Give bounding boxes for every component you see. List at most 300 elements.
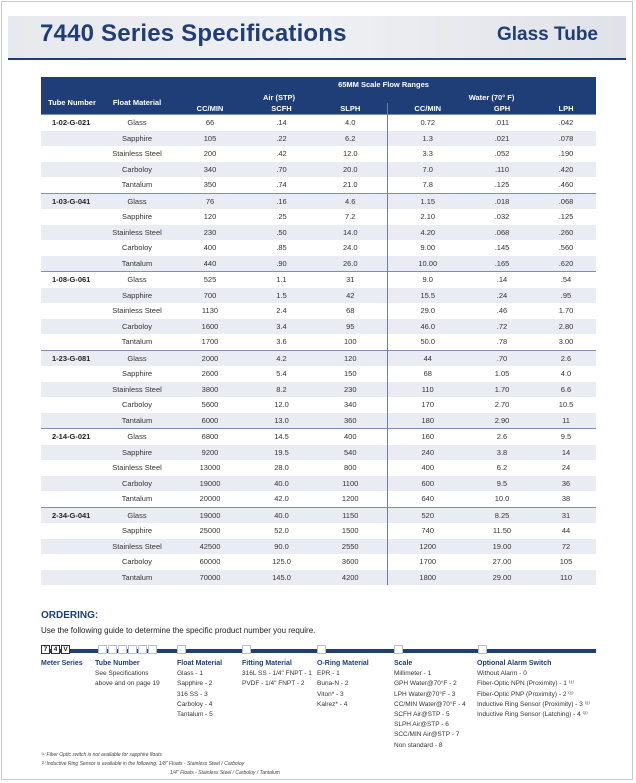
ordering-item: Viton* - 3	[317, 690, 344, 698]
water-gph-cell: 6.2	[496, 463, 508, 473]
float-material-cell: Carboloy	[121, 243, 152, 253]
float-material-cell: Stainless Steel	[112, 149, 162, 159]
water-ccmin-cell: 2.10	[420, 212, 436, 222]
air-ccmin-cell: 6800	[171, 429, 249, 445]
code-box-tube-2	[108, 645, 117, 654]
water-ccmin-cell: 9.00	[420, 243, 436, 253]
table-row	[41, 193, 596, 209]
float-material-cell: Tantalum	[103, 256, 171, 272]
table-row	[41, 240, 596, 256]
air-slph-cell: 120	[314, 350, 387, 366]
air-ccmin-cell: 1600	[171, 319, 249, 335]
float-material-cell: Tantalum	[121, 494, 153, 504]
water-ccmin-cell: 4.20	[387, 225, 468, 241]
float-material-cell: Carboloy	[103, 319, 171, 335]
tube-number-cell	[41, 256, 103, 272]
air-scfh-cell: 40.0	[249, 476, 314, 492]
water-ccmin-cell: 29.0	[420, 306, 436, 316]
ordering-item: Buna-N - 2	[317, 680, 349, 688]
tube-number-cell	[41, 303, 103, 319]
air-slph-cell: 42	[314, 288, 387, 304]
water-ccmin-cell: 68	[423, 369, 432, 379]
tube-number-cell	[41, 539, 103, 555]
float-material-cell: Tantalum	[103, 570, 171, 586]
air-slph-cell: 1100	[314, 476, 387, 492]
air-slph-cell: 6.2	[314, 131, 387, 147]
air-header: Air (STP)	[171, 91, 387, 103]
water-ccmin-cell: 44	[387, 350, 468, 366]
ordering-item: See Specifications	[95, 670, 149, 678]
product-code-bar	[41, 645, 596, 655]
tube-number-cell: 2-14-G-021	[41, 429, 103, 445]
page-title: 7440 Series Specifications	[40, 20, 347, 47]
ordering-item: 316 SS - 3	[177, 690, 208, 698]
air-ccmin-cell: 60000	[199, 557, 221, 567]
air-scfh-cell: 19.5	[249, 445, 314, 461]
tube-number-cell	[41, 413, 103, 429]
tube-number-cell	[41, 334, 103, 350]
float-material-cell: Glass	[103, 507, 171, 523]
water-gph-cell: .72	[468, 319, 536, 335]
tube-number-cell	[41, 146, 103, 162]
air-slph-cell: 4200	[314, 570, 387, 586]
water-lph-cell: 44	[561, 526, 571, 536]
ordering-item: LPH Water@70°F - 3	[394, 690, 456, 698]
air-ccmin-cell: 76	[171, 193, 249, 209]
air-ccmin-cell: 19000	[171, 476, 249, 492]
water-gph-cell: .145	[494, 243, 510, 253]
air-slph-cell: 800	[314, 460, 387, 476]
air-slph-cell: 3600	[314, 554, 387, 570]
water-lph-cell: 38	[561, 494, 571, 504]
air-ccmin-header: CC/MIN	[171, 103, 249, 115]
footnote-3: 1/4" Floats - Stainless Steel / Carboloy / Tantalum	[170, 770, 280, 776]
float-material-cell: Sapphire	[103, 445, 171, 461]
water-ccmin-cell: 10.00	[387, 256, 468, 272]
water-lph-cell: 11	[536, 413, 596, 429]
water-ccmin-cell: 1700	[419, 557, 437, 567]
code-box-fitting	[242, 645, 251, 654]
table-row	[41, 256, 596, 272]
header-rule	[8, 58, 626, 60]
water-header: Water (70° F)	[387, 91, 596, 103]
air-slph-cell: 31	[314, 272, 387, 288]
water-ccmin-cell: 400	[421, 463, 434, 473]
water-lph-cell: 36	[536, 476, 596, 492]
table-row	[41, 334, 596, 350]
air-scfh-cell: 28.0	[274, 463, 289, 473]
air-ccmin-cell: 230	[171, 225, 249, 241]
air-ccmin-cell: 105	[171, 131, 249, 147]
tube-number-cell	[41, 288, 103, 304]
float-material-cell: Stainless Steel	[103, 539, 171, 555]
float-material-cell: Carboloy	[121, 400, 152, 410]
air-slph-cell: 24.0	[314, 240, 387, 256]
water-lph-cell: 24	[561, 463, 571, 473]
table-row	[41, 491, 596, 507]
water-ccmin-cell: 740	[421, 526, 434, 536]
air-scfh-cell: .85	[276, 243, 287, 253]
air-scfh-header: SCFH	[249, 103, 314, 115]
air-slph-cell: 26.0	[314, 256, 387, 272]
air-scfh-cell: .74	[276, 180, 287, 190]
ordering-col-head: Tube Number	[95, 660, 140, 667]
table-row	[41, 288, 596, 304]
air-slph-cell: 1500	[314, 523, 387, 539]
ordering-col-meter-series	[41, 659, 83, 669]
table-row	[41, 162, 596, 178]
ordering-item: Sapphire - 2	[177, 680, 213, 688]
air-scfh-cell: 14.5	[249, 429, 314, 445]
air-slph-cell: 7.2	[314, 209, 387, 225]
code-box-tube-4	[128, 645, 137, 654]
air-slph-cell: 100	[314, 334, 387, 350]
air-scfh-cell: 40.0	[249, 507, 314, 523]
table-row	[41, 115, 596, 131]
float-material-cell: Stainless Steel	[112, 463, 162, 473]
water-gph-cell: 2.90	[468, 413, 536, 429]
water-lph-cell: 2.80	[536, 319, 596, 335]
water-gph-cell: 19.00	[468, 539, 536, 555]
float-material-cell: Carboloy	[103, 476, 171, 492]
float-material-cell: Sapphire	[121, 369, 153, 379]
table-row	[41, 413, 596, 429]
air-scfh-cell: .25	[276, 212, 287, 222]
ordering-item: Millimeter - 1	[394, 670, 432, 678]
air-slph-cell: 150	[314, 366, 387, 382]
ordering-item: 316L SS - 1/4" FNPT - 1	[242, 670, 312, 678]
ordering-item: Glass - 1	[177, 670, 204, 678]
table-row	[41, 523, 596, 539]
float-material-cell: Sapphire	[121, 212, 153, 222]
air-slph-cell: 360	[314, 413, 387, 429]
air-ccmin-cell: 200	[203, 149, 217, 159]
air-scfh-cell: .90	[249, 256, 314, 272]
air-ccmin-cell: 9200	[171, 445, 249, 461]
table-row	[41, 209, 596, 225]
water-gph-cell: 27.00	[492, 557, 512, 567]
water-gph-cell: .165	[468, 256, 536, 272]
water-lph-cell: 31	[536, 507, 596, 523]
specifications-table	[41, 77, 596, 585]
air-scfh-cell: 3.6	[276, 337, 287, 347]
water-ccmin-cell: 7.0	[387, 162, 468, 178]
tube-number-cell	[41, 162, 103, 178]
air-slph-cell: 540	[314, 445, 387, 461]
air-scfh-cell: 1.5	[249, 288, 314, 304]
water-gph-cell: .125	[494, 180, 510, 190]
air-slph-cell: 95	[314, 319, 387, 335]
water-ccmin-cell: 640	[421, 494, 434, 504]
tube-number-cell: 1-03-G-041	[41, 193, 103, 209]
ordering-item: Inductive Ring Sensor (Proximity) - 3 ⁽²⁾	[477, 700, 591, 708]
air-ccmin-cell: 6000	[171, 413, 249, 429]
tube-number-cell	[41, 382, 103, 398]
float-material-cell: Sapphire	[103, 288, 171, 304]
footnote-1: ⁽¹⁾ Fiber Optic switch is not available for sapphire floats	[41, 752, 162, 758]
water-lph-header: LPH	[536, 103, 596, 115]
table-row	[41, 429, 596, 445]
water-ccmin-cell: 15.5	[387, 288, 468, 304]
air-ccmin-cell: 350	[203, 180, 217, 190]
float-material-cell: Sapphire	[121, 526, 153, 536]
water-ccmin-cell: 180	[387, 413, 468, 429]
tube-number-cell	[41, 131, 103, 147]
ordering-item: CC/MIN Water@70°F - 4	[394, 700, 466, 708]
water-ccmin-cell: 110	[387, 382, 468, 398]
tube-number-cell	[41, 240, 103, 256]
ordering-col-head: Float Material	[177, 660, 223, 667]
tube-number-cell	[41, 554, 103, 570]
float-material-cell: Glass	[103, 115, 171, 131]
water-ccmin-cell: 170	[421, 400, 434, 410]
ordering-item: Tantalum - 5	[177, 711, 213, 719]
water-lph-cell: .95	[536, 288, 596, 304]
table-row	[41, 225, 596, 241]
table-row	[41, 131, 596, 147]
water-gph-cell: .021	[468, 131, 536, 147]
tube-number-cell: 2-34-G-041	[41, 507, 103, 523]
air-ccmin-cell: 340	[171, 162, 249, 178]
water-ccmin-cell: 1200	[387, 539, 468, 555]
air-scfh-cell: 13.0	[249, 413, 314, 429]
water-gph-cell: 11.50	[492, 526, 512, 536]
float-material-cell: Tantalum	[121, 180, 153, 190]
water-ccmin-cell: 240	[387, 445, 468, 461]
tube-number-cell	[41, 460, 103, 476]
tube-number-cell	[41, 209, 103, 225]
ordering-item: Carboloy - 4	[177, 700, 213, 708]
float-material-cell: Stainless Steel	[112, 306, 162, 316]
water-ccmin-cell: 50.0	[420, 337, 436, 347]
ordering-item: Non standard - 8	[394, 741, 443, 749]
air-ccmin-cell: 20000	[199, 494, 221, 504]
float-material-cell: Tantalum	[121, 337, 153, 347]
code-digit-1: 7	[41, 645, 50, 654]
tube-number-cell	[41, 491, 103, 507]
ordering-description: Use the following guide to determine the specific product number you require.	[41, 626, 316, 635]
water-gph-cell: 2.70	[494, 400, 510, 410]
water-lph-cell: .190	[558, 149, 574, 159]
air-slph-cell: 340	[314, 397, 387, 413]
water-gph-cell: 8.25	[468, 507, 536, 523]
ordering-item: SLPH Air@STP - 6	[394, 721, 449, 729]
water-gph-cell: .032	[494, 212, 510, 222]
float-material-cell: Sapphire	[103, 131, 171, 147]
air-slph-cell: 4.0	[314, 115, 387, 131]
water-gph-cell: 29.00	[468, 570, 536, 586]
ordering-item: Fiber-Optic PNP (Proximity) - 2 ⁽¹⁾	[477, 690, 574, 698]
tube-number-cell: 1-02-G-021	[41, 115, 103, 131]
tube-number-cell	[41, 225, 103, 241]
water-ccmin-cell: 9.0	[387, 272, 468, 288]
air-ccmin-cell: 1700	[201, 337, 219, 347]
float-material-cell: Stainless Steel	[103, 225, 171, 241]
air-scfh-cell: 125.0	[272, 557, 291, 567]
ordering-item: above and on page 19	[95, 680, 160, 688]
air-scfh-cell: 1.1	[249, 272, 314, 288]
float-material-cell: Glass	[103, 193, 171, 209]
table-row	[41, 476, 596, 492]
flow-ranges-header: 65MM Scale Flow Ranges	[171, 77, 596, 91]
air-scfh-cell: 90.0	[249, 539, 314, 555]
water-gph-cell: .011	[468, 115, 536, 131]
tube-number-cell	[41, 177, 103, 193]
water-ccmin-cell: 7.8	[422, 180, 433, 190]
water-lph-cell: 14	[536, 445, 596, 461]
ordering-item: Kalrez* - 4	[317, 700, 348, 708]
air-scfh-cell: 3.4	[249, 319, 314, 335]
water-ccmin-cell: 0.72	[387, 115, 468, 131]
water-gph-cell: 9.5	[468, 476, 536, 492]
air-scfh-cell: 12.0	[274, 400, 289, 410]
ordering-item: PVDF - 1/4" FNPT - 2	[242, 680, 305, 688]
air-ccmin-cell: 42500	[171, 539, 249, 555]
air-ccmin-cell: 700	[171, 288, 249, 304]
tube-number-cell: 1-08-G-061	[41, 272, 103, 288]
air-ccmin-cell: 25000	[199, 526, 221, 536]
ordering-col-head: Fitting Material	[242, 660, 292, 667]
water-gph-cell: .78	[496, 337, 508, 347]
code-box-tube-5	[138, 645, 147, 654]
water-gph-cell: 1.70	[468, 382, 536, 398]
air-slph-header: SLPH	[314, 103, 387, 115]
water-gph-cell: .14	[468, 272, 536, 288]
air-ccmin-cell: 13000	[199, 463, 221, 473]
water-ccmin-cell: 1.15	[387, 193, 468, 209]
ordering-item: GPH Water@70°F - 2	[394, 680, 457, 688]
water-lph-cell: .560	[558, 243, 574, 253]
table-row	[41, 554, 596, 570]
tube-number-cell	[41, 476, 103, 492]
water-lph-cell: 10.5	[558, 400, 574, 410]
table-row	[41, 397, 596, 413]
float-material-cell: Glass	[103, 350, 171, 366]
ordering-item: Fiber-Optic NPN (Proximity) - 1 ⁽¹⁾	[477, 680, 575, 688]
air-scfh-cell: .14	[249, 115, 314, 131]
ordering-col-fitting-material	[242, 659, 312, 690]
table-row	[41, 366, 596, 382]
air-slph-cell: 14.0	[314, 225, 387, 241]
ordering-col-head: Optional Alarm Switch	[477, 660, 552, 667]
tube-number-cell	[41, 397, 103, 413]
table-row	[41, 146, 596, 162]
tube-number-cell: 1-23-G-081	[41, 350, 103, 366]
tube-number-cell	[41, 570, 103, 586]
water-ccmin-header: CC/MIN	[387, 103, 468, 115]
water-lph-cell: .460	[558, 180, 574, 190]
table-row	[41, 319, 596, 335]
water-lph-cell: 2.6	[536, 350, 596, 366]
water-ccmin-cell: 160	[387, 429, 468, 445]
float-material-cell: Stainless Steel	[103, 382, 171, 398]
air-slph-cell: 230	[314, 382, 387, 398]
code-box-tube-1	[98, 645, 107, 654]
water-ccmin-cell: 520	[387, 507, 468, 523]
table-row	[41, 350, 596, 366]
air-slph-cell: 400	[314, 429, 387, 445]
air-slph-cell: 4.6	[314, 193, 387, 209]
ordering-col-float-material	[177, 659, 222, 720]
tube-number-cell	[41, 319, 103, 335]
air-slph-cell: 1200	[314, 491, 387, 507]
water-lph-cell: 3.00	[558, 337, 574, 347]
water-gph-cell: .052	[494, 149, 510, 159]
ordering-item: EPR - 1	[317, 670, 340, 678]
water-lph-cell: 4.0	[560, 369, 572, 379]
water-lph-cell: 105	[559, 557, 573, 567]
air-scfh-cell: 52.0	[274, 526, 289, 536]
code-box-tube-3	[118, 645, 127, 654]
air-scfh-cell: 2.4	[276, 306, 287, 316]
tube-number-cell	[41, 523, 103, 539]
water-gph-cell: 10.0	[494, 494, 510, 504]
water-gph-cell: .068	[468, 225, 536, 241]
code-digit-3: V	[61, 645, 70, 654]
ordering-col-head: Meter Series	[41, 660, 83, 667]
water-gph-cell: .018	[468, 193, 536, 209]
water-lph-cell: .260	[536, 225, 596, 241]
ordering-col-alarm-switch	[477, 659, 590, 720]
air-ccmin-cell: 120	[203, 212, 217, 222]
code-box-oring	[317, 645, 326, 654]
page-subtitle: Glass Tube	[496, 24, 598, 45]
air-slph-cell: 12.0	[314, 146, 387, 162]
ordering-col-scale	[394, 659, 466, 751]
air-ccmin-cell: 1130	[201, 306, 219, 316]
water-lph-cell: .420	[536, 162, 596, 178]
water-lph-cell: 1.70	[558, 306, 574, 316]
ordering-item: Without Alarm - 0	[477, 670, 527, 678]
air-ccmin-cell: 66	[171, 115, 249, 131]
water-gph-cell: .24	[468, 288, 536, 304]
air-ccmin-cell: 400	[203, 243, 217, 253]
tube-number-cell	[41, 445, 103, 461]
table-row	[41, 507, 596, 523]
air-ccmin-cell: 525	[171, 272, 249, 288]
air-ccmin-cell: 5600	[201, 400, 219, 410]
water-lph-cell: .042	[536, 115, 596, 131]
water-lph-cell: 9.5	[536, 429, 596, 445]
water-gph-cell: .46	[496, 306, 508, 316]
water-lph-cell: .078	[536, 131, 596, 147]
air-scfh-cell: 145.0	[249, 570, 314, 586]
water-gph-cell: 3.8	[468, 445, 536, 461]
table-row	[41, 445, 596, 461]
water-lph-cell: .068	[536, 193, 596, 209]
air-scfh-cell: .22	[249, 131, 314, 147]
tube-number-header: Tube Number	[41, 91, 103, 115]
air-slph-cell: 2550	[314, 539, 387, 555]
table-row	[41, 570, 596, 586]
air-scfh-cell: 8.2	[249, 382, 314, 398]
air-scfh-cell: .50	[249, 225, 314, 241]
ordering-item: SCC/MIN Air@STP - 7	[394, 731, 460, 739]
code-box-scale	[394, 645, 403, 654]
air-scfh-cell: .42	[276, 149, 287, 159]
air-scfh-cell: 42.0	[274, 494, 289, 504]
water-gph-cell: 1.05	[494, 369, 510, 379]
water-lph-cell: .125	[558, 212, 574, 222]
float-material-cell: Carboloy	[103, 162, 171, 178]
air-ccmin-cell: 3800	[171, 382, 249, 398]
code-box-alarm	[478, 645, 487, 654]
water-lph-cell: 6.6	[536, 382, 596, 398]
water-ccmin-cell: 600	[387, 476, 468, 492]
air-scfh-cell: .16	[249, 193, 314, 209]
ordering-col-head: Scale	[394, 660, 413, 667]
water-lph-cell: .620	[536, 256, 596, 272]
